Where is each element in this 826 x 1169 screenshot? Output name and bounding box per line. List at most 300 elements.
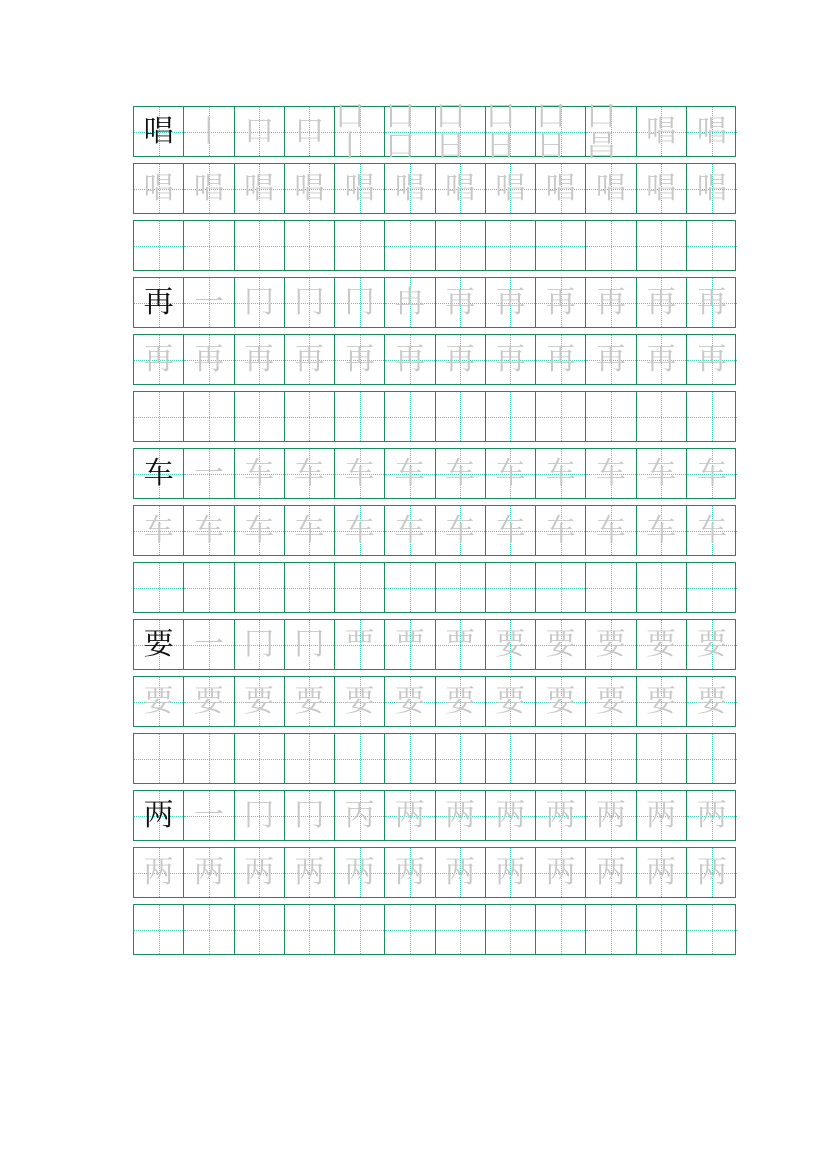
- trace-character: 车: [495, 512, 526, 548]
- trace-character: 车: [545, 455, 576, 491]
- trace-character: 要: [545, 683, 576, 719]
- trace-character: 口日: [435, 98, 466, 164]
- trace-character: 两: [646, 854, 677, 890]
- trace-character: 要: [545, 626, 576, 662]
- grid-cell: [436, 791, 486, 840]
- grid-cell[interactable]: [586, 734, 636, 783]
- grid-cell: [637, 107, 687, 156]
- trace-character: 冉: [394, 284, 425, 320]
- grid-cell: [436, 677, 486, 726]
- grid-cell: [637, 278, 687, 327]
- grid-cell[interactable]: [385, 734, 435, 783]
- trace-character: 再: [143, 341, 174, 377]
- grid-cell: [586, 278, 636, 327]
- grid-cell: [335, 449, 385, 498]
- trace-character: 车: [495, 455, 526, 491]
- grid-cell[interactable]: [536, 563, 586, 612]
- model-character: 再: [143, 284, 174, 320]
- trace-character: 车: [646, 512, 677, 548]
- grid-cell: [385, 677, 435, 726]
- trace-character: 冂: [294, 284, 325, 320]
- trace-character: 两: [193, 854, 224, 890]
- grid-cell: [285, 848, 335, 897]
- grid-cell[interactable]: [235, 392, 285, 441]
- blank-practice-row: [133, 733, 736, 784]
- grid-cell: [385, 506, 435, 555]
- grid-cell: [184, 848, 234, 897]
- grid-cell: [536, 164, 586, 213]
- trace-character: 冂: [294, 626, 325, 662]
- grid-cell: [134, 506, 184, 555]
- trace-character: 口日: [536, 98, 566, 164]
- grid-cell: [385, 848, 435, 897]
- grid-cell[interactable]: [285, 563, 335, 612]
- trace-character: 口丨: [335, 98, 365, 164]
- grid-cell: [687, 335, 737, 384]
- trace-character: 要: [143, 683, 174, 719]
- trace-character: 再: [445, 284, 476, 320]
- model-character: 唱: [143, 113, 174, 149]
- grid-cell: [184, 278, 234, 327]
- grid-cell: [235, 107, 285, 156]
- grid-cell: [134, 848, 184, 897]
- trace-character: 要: [646, 626, 677, 662]
- writing-practice-sheet: [133, 98, 736, 961]
- trace-character: 丨: [193, 113, 224, 149]
- grid-cell: [436, 278, 486, 327]
- grid-cell: [536, 335, 586, 384]
- grid-cell[interactable]: [184, 563, 234, 612]
- grid-cell: [134, 278, 184, 327]
- trace-character: 唱: [545, 170, 576, 206]
- trace-character: 两: [495, 797, 526, 833]
- trace-character: 丙: [344, 797, 375, 833]
- trace-character: 再: [294, 341, 325, 377]
- trace-character: 要: [445, 683, 476, 719]
- trace-character: 车: [394, 455, 425, 491]
- grid-cell: [184, 620, 234, 669]
- grid-cell: [235, 677, 285, 726]
- grid-cell[interactable]: [134, 905, 184, 954]
- grid-cell: [184, 164, 234, 213]
- grid-cell: [285, 278, 335, 327]
- grid-cell: [385, 791, 435, 840]
- model-character: 车: [143, 455, 174, 491]
- trace-character: 冂: [344, 284, 375, 320]
- grid-cell: [335, 278, 385, 327]
- grid-cell: [134, 677, 184, 726]
- trace-character: 要: [394, 683, 425, 719]
- grid-cell[interactable]: [687, 905, 737, 954]
- grid-cell: [536, 449, 586, 498]
- grid-cell: [687, 278, 737, 327]
- grid-cell: [536, 506, 586, 555]
- trace-character: 一: [193, 797, 224, 833]
- trace-character: 覀: [445, 626, 476, 662]
- trace-character: 唱: [696, 113, 727, 149]
- trace-character: 再: [646, 284, 677, 320]
- grid-cell: [436, 848, 486, 897]
- grid-cell[interactable]: [436, 563, 486, 612]
- trace-character: 两: [394, 797, 425, 833]
- grid-cell[interactable]: [486, 221, 536, 270]
- grid-cell: [385, 278, 435, 327]
- grid-cell[interactable]: [235, 905, 285, 954]
- grid-cell[interactable]: [486, 563, 536, 612]
- trace-character: 口昌: [586, 98, 617, 164]
- grid-cell: [235, 278, 285, 327]
- grid-cell: [637, 164, 687, 213]
- trace-character: 车: [344, 455, 375, 491]
- trace-character: 再: [545, 284, 576, 320]
- trace-character: 两: [545, 797, 576, 833]
- grid-cell: [235, 449, 285, 498]
- grid-cell[interactable]: [637, 392, 687, 441]
- trace-character: 唱: [344, 170, 375, 206]
- grid-cell: [184, 677, 234, 726]
- grid-cell[interactable]: [335, 734, 385, 783]
- trace-character: 唱: [294, 170, 325, 206]
- grid-cell: [586, 164, 636, 213]
- trace-character: 车: [595, 512, 626, 548]
- trace-character: 车: [344, 512, 375, 548]
- grid-cell: [285, 620, 335, 669]
- grid-cell[interactable]: [184, 734, 234, 783]
- trace-character: 两: [696, 797, 727, 833]
- grid-cell: [687, 620, 737, 669]
- grid-cell: [536, 677, 586, 726]
- grid-cell[interactable]: [586, 221, 636, 270]
- grid-cell: [486, 848, 536, 897]
- trace-character: 两: [244, 854, 275, 890]
- trace-character: 再: [495, 341, 526, 377]
- grid-cell: [637, 506, 687, 555]
- grid-cell[interactable]: [134, 563, 184, 612]
- grid-cell[interactable]: [436, 392, 486, 441]
- grid-cell: [687, 164, 737, 213]
- grid-cell: [637, 335, 687, 384]
- trace-character: 覀: [344, 626, 375, 662]
- grid-cell: [335, 98, 385, 164]
- trace-character: 车: [696, 455, 727, 491]
- stroke-order-row: [133, 619, 736, 670]
- trace-character: 唱: [394, 170, 425, 206]
- trace-row: [133, 334, 736, 385]
- trace-row: [133, 676, 736, 727]
- grid-cell: [285, 107, 335, 156]
- grid-cell[interactable]: [235, 563, 285, 612]
- trace-character: 再: [545, 341, 576, 377]
- trace-character: 两: [294, 854, 325, 890]
- trace-character: 唱: [193, 170, 224, 206]
- trace-character: 车: [394, 512, 425, 548]
- grid-cell: [486, 506, 536, 555]
- grid-cell[interactable]: [536, 734, 586, 783]
- trace-character: 唱: [495, 170, 526, 206]
- grid-cell: [335, 791, 385, 840]
- trace-character: 要: [696, 683, 727, 719]
- trace-character: 要: [595, 626, 626, 662]
- grid-cell: [285, 449, 335, 498]
- grid-cell[interactable]: [285, 392, 335, 441]
- stroke-order-row: [133, 277, 736, 328]
- grid-cell: [485, 98, 536, 164]
- grid-cell[interactable]: [184, 221, 234, 270]
- grid-cell[interactable]: [687, 221, 737, 270]
- trace-character: 口口: [385, 98, 416, 164]
- trace-character: 口: [244, 113, 275, 149]
- grid-cell[interactable]: [134, 392, 184, 441]
- trace-character: 口日: [485, 98, 516, 164]
- trace-character: 唱: [445, 170, 476, 206]
- trace-character: 覀: [394, 626, 425, 662]
- trace-character: 再: [445, 341, 476, 377]
- grid-cell: [335, 506, 385, 555]
- trace-character: 两: [445, 854, 476, 890]
- grid-cell: [285, 791, 335, 840]
- grid-cell: [235, 848, 285, 897]
- trace-character: 车: [193, 512, 224, 548]
- trace-character: 要: [595, 683, 626, 719]
- trace-character: 车: [545, 512, 576, 548]
- grid-cell[interactable]: [637, 563, 687, 612]
- trace-character: 车: [294, 455, 325, 491]
- grid-cell[interactable]: [536, 392, 586, 441]
- trace-character: 车: [445, 512, 476, 548]
- grid-cell[interactable]: [385, 221, 435, 270]
- trace-character: 一: [193, 455, 224, 491]
- grid-cell: [134, 791, 184, 840]
- grid-cell[interactable]: [134, 221, 184, 270]
- trace-character: 车: [294, 512, 325, 548]
- trace-character: 车: [244, 455, 275, 491]
- grid-cell[interactable]: [687, 734, 737, 783]
- trace-character: 两: [143, 854, 174, 890]
- grid-cell: [335, 335, 385, 384]
- blank-practice-row: [133, 220, 736, 271]
- grid-cell: [285, 506, 335, 555]
- trace-character: 再: [646, 341, 677, 377]
- grid-cell: [134, 335, 184, 384]
- grid-cell[interactable]: [436, 221, 486, 270]
- grid-cell: [385, 449, 435, 498]
- grid-cell: [586, 848, 636, 897]
- grid-cell[interactable]: [586, 563, 636, 612]
- grid-cell: [285, 164, 335, 213]
- grid-cell: [586, 449, 636, 498]
- trace-character: 冂: [244, 797, 275, 833]
- grid-cell[interactable]: [385, 905, 435, 954]
- grid-cell: [436, 164, 486, 213]
- blank-practice-row: [133, 904, 736, 955]
- grid-cell: [385, 335, 435, 384]
- grid-cell: [486, 677, 536, 726]
- grid-cell[interactable]: [536, 905, 586, 954]
- trace-character: 两: [595, 797, 626, 833]
- grid-cell[interactable]: [486, 392, 536, 441]
- grid-cell[interactable]: [335, 563, 385, 612]
- trace-character: 口: [294, 113, 325, 149]
- trace-character: 再: [344, 341, 375, 377]
- trace-character: 再: [244, 341, 275, 377]
- grid-cell[interactable]: [285, 221, 335, 270]
- grid-cell: [235, 506, 285, 555]
- grid-cell[interactable]: [385, 563, 435, 612]
- trace-character: 两: [445, 797, 476, 833]
- grid-cell[interactable]: [235, 734, 285, 783]
- grid-cell: [486, 449, 536, 498]
- grid-cell: [486, 620, 536, 669]
- trace-row: [133, 163, 736, 214]
- grid-cell: [586, 620, 636, 669]
- grid-cell[interactable]: [385, 392, 435, 441]
- trace-character: 车: [696, 512, 727, 548]
- trace-character: 车: [445, 455, 476, 491]
- grid-cell[interactable]: [687, 392, 737, 441]
- grid-cell: [536, 98, 586, 164]
- grid-cell: [436, 506, 486, 555]
- grid-cell: [687, 791, 737, 840]
- grid-cell: [486, 335, 536, 384]
- grid-cell: [385, 98, 435, 164]
- grid-cell: [235, 620, 285, 669]
- grid-cell: [687, 677, 737, 726]
- trace-character: 一: [193, 626, 224, 662]
- trace-character: 一: [193, 284, 224, 320]
- grid-cell: [134, 620, 184, 669]
- grid-cell: [435, 98, 486, 164]
- trace-row: [133, 505, 736, 556]
- trace-character: 要: [495, 683, 526, 719]
- grid-cell[interactable]: [536, 221, 586, 270]
- grid-cell[interactable]: [486, 734, 536, 783]
- trace-character: 要: [696, 626, 727, 662]
- grid-cell: [687, 449, 737, 498]
- grid-cell: [637, 620, 687, 669]
- trace-character: 两: [545, 854, 576, 890]
- trace-character: 两: [696, 854, 727, 890]
- grid-cell[interactable]: [285, 905, 335, 954]
- grid-cell: [436, 335, 486, 384]
- grid-cell[interactable]: [285, 734, 335, 783]
- trace-character: 两: [646, 797, 677, 833]
- trace-character: 再: [696, 341, 727, 377]
- grid-cell: [586, 506, 636, 555]
- stroke-order-row: [133, 98, 736, 164]
- stroke-order-row: [133, 448, 736, 499]
- trace-character: 再: [394, 341, 425, 377]
- grid-cell: [285, 677, 335, 726]
- grid-cell[interactable]: [235, 221, 285, 270]
- grid-cell: [586, 335, 636, 384]
- stroke-order-row: [133, 790, 736, 841]
- trace-character: 再: [193, 341, 224, 377]
- grid-cell: [184, 449, 234, 498]
- grid-cell: [184, 791, 234, 840]
- trace-character: 唱: [244, 170, 275, 206]
- grid-cell: [637, 848, 687, 897]
- grid-cell[interactable]: [184, 392, 234, 441]
- trace-character: 两: [344, 854, 375, 890]
- trace-character: 要: [646, 683, 677, 719]
- grid-cell[interactable]: [335, 221, 385, 270]
- grid-cell: [486, 164, 536, 213]
- trace-character: 再: [595, 284, 626, 320]
- grid-cell: [687, 506, 737, 555]
- grid-cell[interactable]: [184, 905, 234, 954]
- grid-cell: [285, 335, 335, 384]
- grid-cell[interactable]: [486, 905, 536, 954]
- grid-cell[interactable]: [637, 734, 687, 783]
- trace-character: 车: [595, 455, 626, 491]
- grid-cell: [586, 791, 636, 840]
- grid-cell: [586, 677, 636, 726]
- trace-character: 唱: [143, 170, 174, 206]
- grid-cell[interactable]: [134, 734, 184, 783]
- grid-cell: [536, 620, 586, 669]
- trace-character: 要: [244, 683, 275, 719]
- trace-row: [133, 847, 736, 898]
- grid-cell[interactable]: [335, 392, 385, 441]
- grid-cell: [184, 335, 234, 384]
- trace-character: 要: [344, 683, 375, 719]
- grid-cell: [637, 677, 687, 726]
- grid-cell[interactable]: [436, 734, 486, 783]
- trace-character: 冂: [294, 797, 325, 833]
- grid-cell: [687, 848, 737, 897]
- trace-character: 两: [495, 854, 526, 890]
- grid-cell: [335, 677, 385, 726]
- grid-cell: [687, 107, 737, 156]
- blank-practice-row: [133, 391, 736, 442]
- trace-character: 冂: [244, 626, 275, 662]
- trace-character: 两: [595, 854, 626, 890]
- trace-character: 两: [394, 854, 425, 890]
- grid-cell[interactable]: [687, 563, 737, 612]
- grid-cell: [536, 791, 586, 840]
- trace-character: 再: [495, 284, 526, 320]
- grid-cell[interactable]: [637, 221, 687, 270]
- grid-cell: [436, 449, 486, 498]
- model-character: 两: [143, 797, 174, 833]
- trace-character: 冂: [244, 284, 275, 320]
- grid-cell: [436, 620, 486, 669]
- grid-cell: [536, 278, 586, 327]
- trace-character: 要: [495, 626, 526, 662]
- grid-cell: [637, 449, 687, 498]
- grid-cell[interactable]: [586, 905, 636, 954]
- grid-cell: [335, 620, 385, 669]
- grid-cell: [536, 848, 586, 897]
- trace-character: 唱: [646, 170, 677, 206]
- trace-character: 车: [143, 512, 174, 548]
- grid-cell: [486, 278, 536, 327]
- grid-cell: [586, 98, 636, 164]
- grid-cell: [134, 449, 184, 498]
- grid-cell[interactable]: [586, 392, 636, 441]
- trace-character: 要: [294, 683, 325, 719]
- grid-cell[interactable]: [436, 905, 486, 954]
- grid-cell[interactable]: [637, 905, 687, 954]
- grid-cell[interactable]: [335, 905, 385, 954]
- trace-character: 车: [646, 455, 677, 491]
- grid-cell: [235, 791, 285, 840]
- grid-cell: [134, 107, 184, 156]
- grid-cell: [235, 335, 285, 384]
- blank-practice-row: [133, 562, 736, 613]
- trace-character: 再: [595, 341, 626, 377]
- grid-cell: [637, 791, 687, 840]
